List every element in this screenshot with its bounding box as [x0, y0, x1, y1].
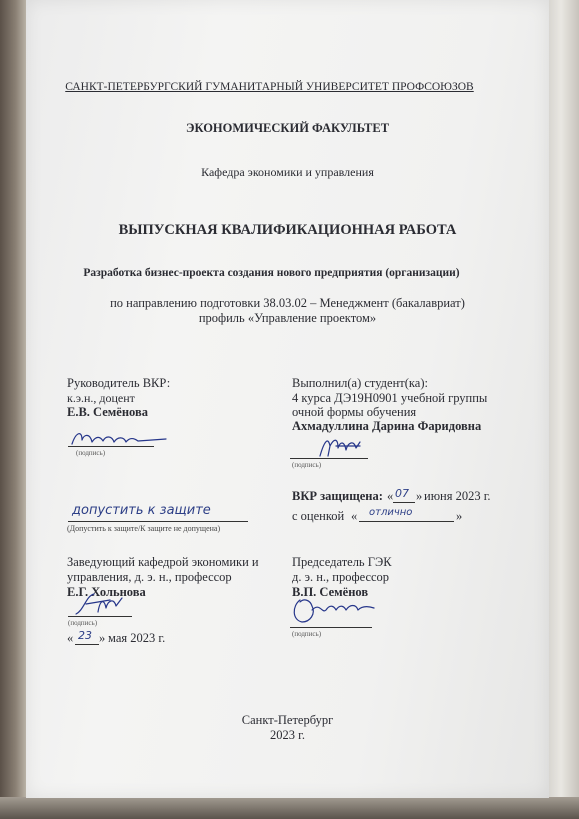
head-signature — [70, 590, 130, 618]
adjacent-page-edge — [549, 0, 579, 819]
head-title-line1: Заведующий кафедрой экономики и — [67, 555, 259, 569]
grade-line — [359, 521, 454, 522]
defense-day: 07 — [395, 487, 409, 500]
head-sign-line — [68, 616, 132, 617]
gek-title: Председатель ГЭК — [292, 555, 392, 569]
title-page — [26, 0, 549, 798]
student-sign-caption: (подпись) — [292, 461, 322, 469]
binding-edge — [0, 0, 26, 819]
admission-handwritten: допустить к защите — [72, 503, 211, 518]
university-name: САНКТ-ПЕТЕРБУРГСКИЙ ГУМАНИТАРНЫЙ УНИВЕРСИТЕТ ПРОФСОЮЗОВ — [65, 81, 474, 93]
table-surface — [0, 797, 579, 819]
student-title: Выполнил(а) студент(ка): — [292, 376, 428, 390]
work-type-title: ВЫПУСКНАЯ КВАЛИФИКАЦИОННАЯ РАБОТА — [118, 222, 457, 238]
study-direction: по направлению подготовки 38.03.02 – Менеджмент (бакалавриат) — [110, 296, 465, 310]
admission-line — [68, 521, 248, 522]
defense-label: ВКР защищена: — [292, 489, 383, 503]
gek-name: В.П. Семёнов — [292, 585, 369, 599]
defense-month-year: июня 2023 г. — [424, 489, 491, 503]
head-name: Е.Г. Хольнова — [67, 585, 146, 599]
head-date-close: » — [99, 631, 106, 645]
gek-sign-caption: (подпись) — [292, 630, 322, 638]
supervisor-sign-line — [68, 446, 154, 447]
gek-sign-line — [290, 627, 372, 628]
grade-close-quote: » — [456, 509, 463, 523]
student-course: 4 курса ДЭ19Н0901 учебной группы — [292, 391, 488, 405]
city: Санкт-Петербург — [241, 713, 334, 727]
gek-degree: д. э. н., профессор — [292, 570, 390, 584]
defense-open-quote: « — [387, 489, 394, 503]
student-form: очной формы обучения — [292, 405, 417, 419]
grade-open-quote: « — [351, 509, 358, 523]
faculty-name: ЭКОНОМИЧЕСКИЙ ФАКУЛЬТЕТ — [185, 121, 390, 135]
year: 2023 г. — [270, 728, 305, 742]
head-title-line2: управления, д. э. н., профессор — [67, 570, 232, 584]
supervisor-sign-caption: (подпись) — [76, 449, 106, 457]
department-name: Кафедра экономики и управления — [201, 165, 374, 179]
study-profile: профиль «Управление проектом» — [198, 311, 377, 325]
supervisor-name: Е.В. Семёнова — [67, 405, 148, 419]
thesis-topic: Разработка бизнес-проекта создания нового предприятия (организации) — [83, 267, 460, 279]
defense-close-quote: » — [416, 489, 423, 503]
student-name: Ахмадуллина Дарина Фаридовна — [292, 419, 482, 433]
grade-label: с оценкой — [292, 509, 345, 523]
head-date-rest: мая 2023 г. — [108, 631, 166, 645]
admission-caption: (Допустить к защите/К защите не допущена) — [67, 524, 221, 533]
head-date-line — [75, 644, 99, 645]
head-date-day: 23 — [78, 629, 92, 642]
defense-day-line — [393, 502, 415, 503]
head-date-open: « — [67, 631, 74, 645]
gek-signature — [290, 594, 380, 628]
supervisor-title: Руководитель ВКР: — [67, 376, 171, 390]
supervisor-degree: к.э.н., доцент — [67, 391, 135, 405]
head-sign-caption: (подпись) — [68, 619, 98, 627]
student-sign-line — [290, 458, 368, 459]
grade-value: отлично — [369, 507, 413, 518]
